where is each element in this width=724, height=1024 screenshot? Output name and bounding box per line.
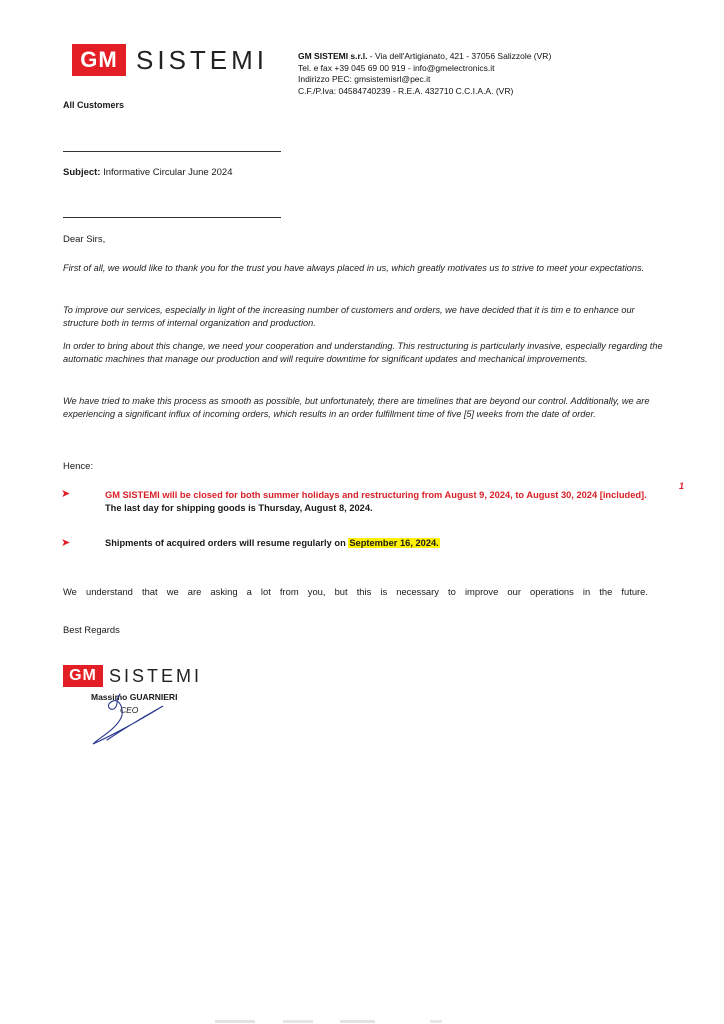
recipient: All Customers bbox=[63, 100, 125, 110]
last-shipping-day: The last day for shipping goods is Thursday, August 8, 2024. bbox=[105, 503, 373, 513]
logo-word: SISTEMI bbox=[136, 44, 269, 75]
logo-box: GM bbox=[63, 665, 103, 687]
regards: Best Regards bbox=[63, 624, 120, 635]
signer-first-name: Massimo bbox=[91, 692, 128, 702]
subject-label: Subject: bbox=[63, 167, 101, 178]
arrow-bullet-icon: ➤ bbox=[61, 537, 71, 549]
arrow-bullet-icon: ➤ bbox=[61, 488, 71, 500]
hence-label: Hence: bbox=[63, 461, 94, 472]
company-line-1 bbox=[298, 51, 551, 63]
handwritten-signature bbox=[85, 690, 178, 750]
logo-box: GM bbox=[72, 44, 126, 76]
signer-role: CEO bbox=[120, 705, 139, 715]
divider-line bbox=[63, 217, 281, 218]
company-address: - Via dell'Artigianato, 421 - 37056 Salizzole (VR) bbox=[367, 51, 552, 61]
resume-notice bbox=[105, 538, 650, 548]
divider-line bbox=[63, 151, 281, 152]
paragraph: We have tried to make this process as smooth as possible, but unfortunately, there are timelines that are beyond our control. Additionally, we are experiencing a significant influx of incoming orders, which results in an order fulfillment time of five [5] weeks from the date of order. bbox=[63, 396, 650, 419]
paragraph: First of all, we would like to thank you for the trust you have always placed in us, which greatly motivates us to strive to meet your expectations. bbox=[63, 263, 645, 273]
company-line-4: C.F./P.Iva: 04584740239 - R.E.A. 432710 C.C.I.A.A. (VR) bbox=[298, 85, 514, 96]
scan-artifacts bbox=[0, 1019, 724, 1024]
subject-text: Informative Circular June 2024 bbox=[100, 167, 233, 178]
closure-dates: GM SISTEMI will be closed for both summer holidays and restructuring from August 9, 2024, to August 30, 2024 [included]. bbox=[105, 490, 647, 500]
company-logo bbox=[72, 44, 268, 76]
subject-line bbox=[63, 167, 233, 178]
logo-word: SISTEMI bbox=[109, 665, 203, 686]
signature-logo bbox=[63, 665, 202, 687]
salutation: Dear Sirs, bbox=[63, 234, 106, 245]
paragraph: In order to bring about this change, we need your cooperation and understanding. This restructuring is particularly invasive, especially regarding the automatic machines that manage our production and will require downtime for significant updates and mechanical improvements. bbox=[63, 341, 663, 364]
resume-date-highlight: September 16, 2024. bbox=[349, 538, 439, 548]
paragraph: To improve our services, especially in light of the increasing number of customers and orders, we have decided that it is tim e to enhance our structure both in terms of internal organization and production. bbox=[63, 305, 635, 328]
closing-paragraph: We understand that we are asking a lot from you, but this is necessary to improve our operations in the future. bbox=[63, 586, 648, 597]
company-line-3: Indirizzo PEC: gmsistemisrl@pec.it bbox=[298, 74, 431, 84]
resume-text: Shipments of acquired orders will resume regularly on bbox=[105, 538, 349, 548]
company-line-2: Tel. e fax +39 045 69 00 919 - info@gmelectronics.it bbox=[298, 62, 495, 73]
company-details bbox=[298, 51, 551, 97]
company-name: GM SISTEMI s.r.l. bbox=[298, 51, 368, 61]
signer-last-name: GUARNIERI bbox=[127, 692, 178, 702]
closure-notice bbox=[105, 489, 650, 515]
page-number: 1 bbox=[679, 481, 685, 491]
